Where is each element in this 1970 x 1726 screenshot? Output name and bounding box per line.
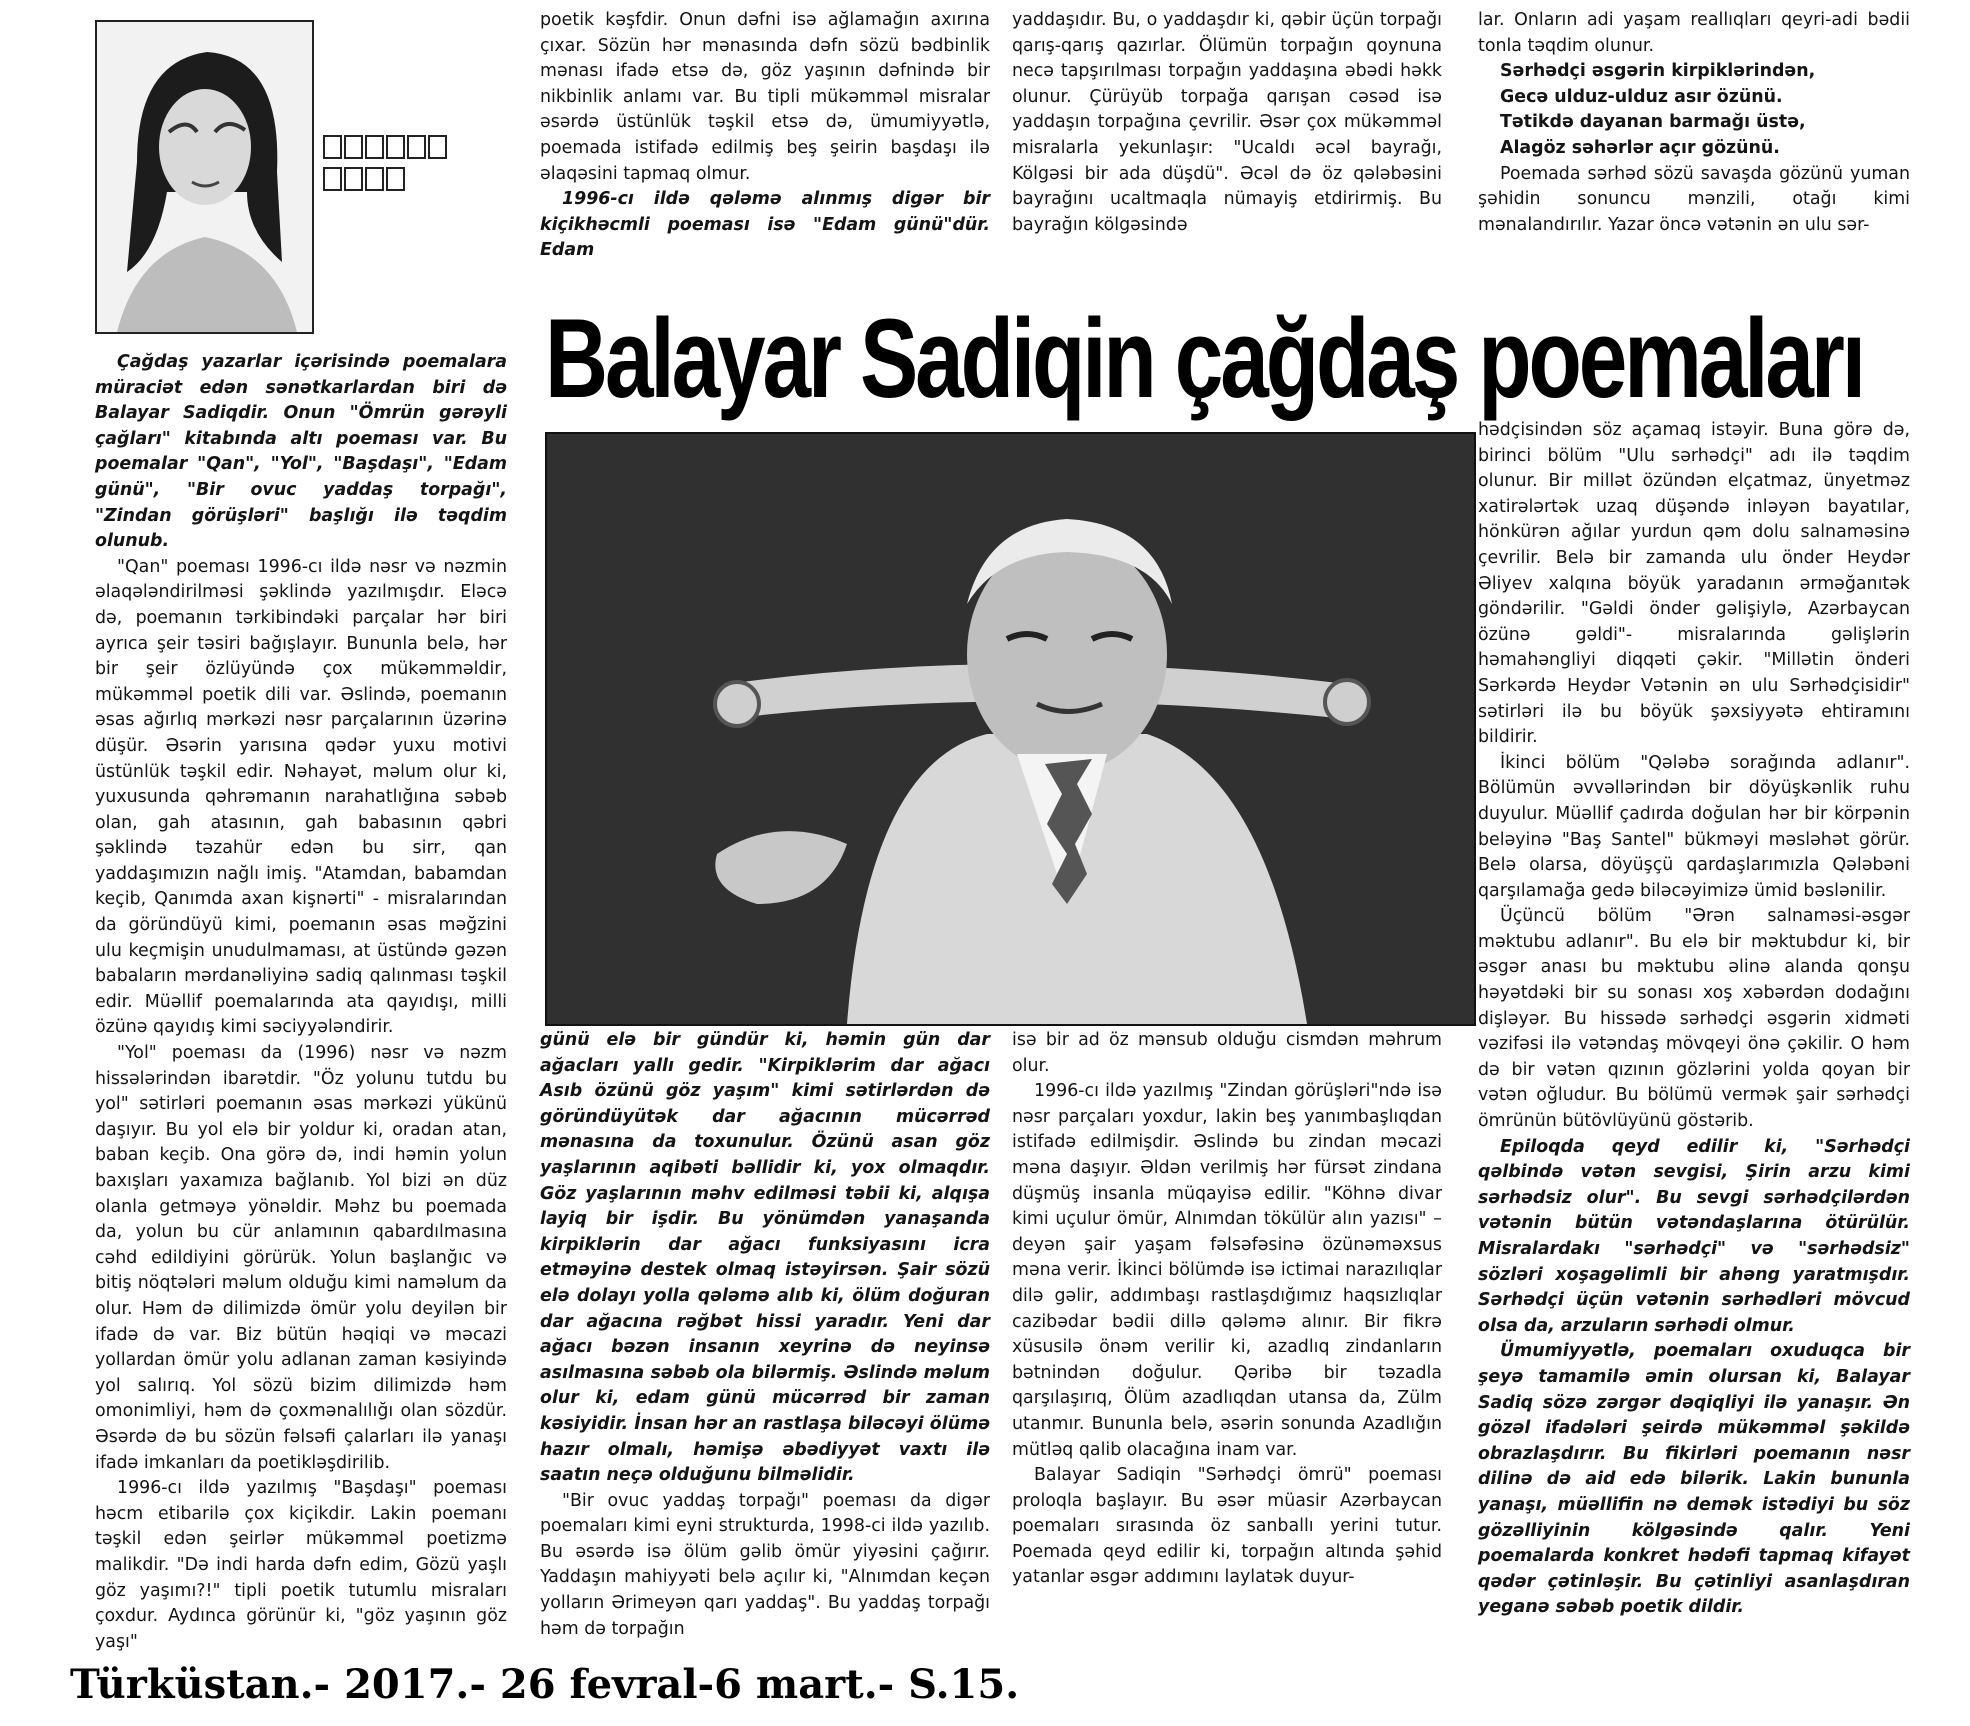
paragraph: 1996-cı ildə yazılmış "Başdaşı" poeması həcm etibarilə çox kiçikdir. Lakin poemanı təşkil edən şeirlər mükəmməl poetizmə malikdir. "Də indi harda dəfn edim, Gözü yaşlı göz yaşımı?!" tipli poetik tutumlu misraları çoxdur. Aydınca görünür ki, "göz yaşının göz yaşı" xyxy=(95,1478,507,1652)
paragraph: "Qan" poeması 1996-cı ildə nəsr və nəzmin əlaqələndirilməsi şəklində yazılmışdır. Eləcə də, poemanın tərkibindəki parçalar hər biri ayrıca şeir təsiri bağışlayır. Bununla belə, hər bir şeir özlüyündə çox mükəmməldir, mükəmməl poetik dili var. Əslində, poemanın əsas ağırlıq mərkəzi nəsr parçalarının üzərinə düşür. Əsərin yarısına qədər yuxu motivi üstünlük təşkil edir. Nəhayət, məlum olur ki, yuxusunda qəhrəmanın narahatlığına səbəb olan, gah atasının, gah babasının qəbri şəklində təzahür edən bu sirr, qan yaddaşımızın nağlı imiş. "Atamdan, babamdan keçib, Qanımda axan kişnərti" - misralarından da göründüyü kimi, poemanın əsas məğzini ulu keçmişin unudulmaması, at üstündə gəzən babaların mərdanəliyinə sadiq qalınması təşkil edir. Müəllif poemalarında ata qayıdışı, milli özünə qayıdış kimi səciyyələndirir. xyxy=(95,556,507,1038)
column-3-bottom xyxy=(1012,1028,1442,1591)
paragraph: 1996-cı ildə yazılmış "Zindan görüşləri"ndə isə nəsr parçaları yoxdur, lakin beş yanımbaşlıqdan istifadə edilmişdir. Əslində bu zindan məcazi məna daşıyır. Əldən verilmiş hər fürsət zindana düşmüş insanla müqayisə edilir. "Köhnə divar kimi uçulur ömür, Alnımdan tökülür alın yazısı" – deyən şair yaşam fəlsəfəsinə özünəməxsus məna verir. İkinci bölümdə isə ictimai narazılıqlar dilə gəlir, addımbaşı rastlaşdığımız haqsızlıqlar cazibədar bədii dillə qələmə alınır. Bir fikrə xüsusilə önəm verilir ki, azadlıq zindanların bətnindən doğulur. Qəribə bir təzadla qarşılaşırıq, Ölüm azadlıqdan utansa da, Zülm utanmır. Bununla belə, əsərin sonunda Azadlığın mütləq qalib olacağına inam var. xyxy=(1012,1081,1442,1460)
paragraph: Balayar Sadiqin "Sərhədçi ömrü" poeması proloqla başlayır. Bu əsər müasir Azərbaycan poemaları sırasında öz sanballı yerini tutur. Poemada qeyd edilir ki, torpağın altında şəhid yatanlar əsgər addımını laylatək duyur- xyxy=(1012,1465,1442,1588)
paragraph: poetik kəşfdir. Onun dəfni isə ağlamağın axırına çıxar. Sözün hər mənasında dəfn sözü bədbinlik mənası ifadə etsə də, göz yaşının dəfnində bir nikbinlik anlamı var. Bu tipli mükəmməl misralar əsərdə üstünlük təşkil etsə də, ümumiyyətlə, poemada istifadə edilmiş beş şeirin başdaşı ilə əlaqəsini tapmaq olmur. xyxy=(540,10,990,184)
paragraph: "Bir ovuc yaddaş torpağı" poeması da digər poemaları kimi eyni strukturda, 1998-ci ildə yazılıb. Bu əsərdə isə ölüm gəlib ömür yiyəsini çağırır. Yaddaşın mahiyyəti belə açılır ki, "Alnımdan keçən yolların Ərimeyən qarı yaddaş". Bu yaddaş torpağı həm də torpağın xyxy=(540,1490,990,1639)
paragraph: İkinci bölüm "Qələbə sorağında adlanır". Bölümün əvvəllərindən bir döyüşkənlik ruhu duyulur. Müəllif çadırda doğulan hər bir körpənin beləyinə "Baş Santel" bükməyi məsləhət görür. Belə olarsa, döyüşçü qardaşlarımızla Qələbəni qarşılamağa gedə biləcəyimizə ümid bəslənilir. xyxy=(1478,752,1910,901)
paragraph: lar. Onların adi yaşam reallıqları qeyri-adi bədii tonla təqdim olunur. xyxy=(1478,10,1910,56)
source-citation: Türküstan.- 2017.- 26 fevral-6 mart.- S.15. xyxy=(70,1661,1020,1708)
paragraph: Ümumiyyətlə, poemaları oxuduqca bir şeyə tamamilə əmin olursan ki, Balayar Sadiq sözə zərgər dəqiqliyi ilə yanaşır. Ən gözəl ifadələri şeirdə mükəmməl şəkildə obrazlaşdırır. Bu fikirləri poemanın nəsr dilinə də aid edə bilərik. Lakin bununla yanaşı, müəllifin nə demək istədiyi bu söz gözəlliyinin kölgəsində qalır. Yeni poemalarda konkret hədəfi tapmaq kifayət qədər çətinləşir. Bu çətinliyi asanlaşdıran yeganə səbəb poetik dildir. xyxy=(1478,1341,1910,1618)
paragraph: isə bir ad öz mənsub olduğu cismdən məhrum olur. xyxy=(1012,1030,1442,1076)
column-2-top xyxy=(540,8,990,264)
interview-photo-image xyxy=(547,434,1474,1024)
column-2-bottom xyxy=(540,1028,990,1642)
article-headline: Balayar Sadiqin çağdaş poemaları xyxy=(545,296,1863,421)
author-portrait-image xyxy=(97,22,312,332)
column-3-top xyxy=(1012,8,1442,238)
paragraph: hədçisindən söz açamaq istəyir. Buna görə də, birinci bölüm "Ulu sərhədçi" adı ilə təqdim olunur. Bir millət özündən elçatmaz, ünyetməz xatirələrtək uzaq düşəndə inləyən bayatılar, hönkürən ağılar yurdun qəm dolu salnaməsinə çevrilir. Belə bir zamanda ulu önder Heydər Əliyev xalqına böyük yaradanın ərməğanıtək göndərilir. "Gəldi önder gəlişiylə, Azərbaycan özünə gəldi"- misralarında gəlişlərin həmahəngliyi diqqəti çəkir. "Millətin önderi Sərkərdə Heydər Vətənin ən ulu Sərhədçisidir" sətirləri ilə bu böyük şəxsiyyətə ehtiramını bildirir. xyxy=(1478,420,1910,748)
paragraph: yaddaşıdır. Bu, o yaddaşdır ki, qəbir üçün torpağı qarış-qarış qazırlar. Ölümün torpağın qoynuna necə tapşırılması torpağın yaddaşına əbədi həkk olunur. Çürüyüb torpağa qarışan cəsəd isə yaddaşın torpağına çevrilir. Əsər çox mükəmməl misralarla yekunlaşır: "Ucaldı əcəl bayrağı, Kölgəsi bir ada düşdü". Əcəl də öz qələbəsini bayrağını ucaltmaqla nümayiş etdirirmiş. Bu bayrağın kölgəsində xyxy=(1012,10,1442,235)
author-photo xyxy=(95,20,314,334)
poem-line: Alagöz səhərlər açır gözünü. xyxy=(1500,137,1780,158)
paragraph: günü elə bir gündür ki, həmin gün dar ağacları yallı gedir. "Kirpiklərim dar ağacı Asıb özünü göz yaşım" kimi sətirlərdən də göründüyütək dar ağacının mücərrəd mənasına da toxunulur. Özünü asan göz yaşlarının aqibəti bəllidir ki, yox olmaqdır. Göz yaşlarının məhv edilməsi təbii ki, alqışa layiq bir işdir. Bu yönümdən yanaşanda kirpiklərin dar ağacı funksiyasını icra etməyinə destek olmaq istəyirsən. Şair sözü elə dolayı yolla qələmə alıb ki, ölüm doğuran dar ağacına rəğbət hissi yaradır. Yeni dar ağacı bəzən insanın xeyrinə də neyinsə asılmasına səbəb ola bilərmiş. Əslində məlum olur ki, edam günü mücərrəd bir zaman kəsiyidir. İnsan hər an rastlaşa biləcəyi ölümə hazır olmalı, həmişə əbədiyyət vaxtı ilə saatın neçə olduğunu bilməlidir. xyxy=(540,1030,990,1486)
main-photo xyxy=(545,432,1476,1026)
poem-excerpt xyxy=(1478,59,1910,161)
column-4-top xyxy=(1478,8,1910,238)
paragraph: Epiloqda qeyd edilir ki, "Sərhədçi qəlbində vətən sevgisi, Şirin arzu kimi sərhədsiz olur". Bu sevgi sərhədçilərdən vətənin bütün vətəndaşlarına ötürülür. Misralardakı "sərhədçi" və "sərhədsiz" sözləri xoşagəlimli bir ahəng yaratmışdır. Sərhədçi üçün vətənin sərhədləri mövcud olsa da, arzuların sərhədi olmur. xyxy=(1478,1136,1910,1336)
paragraph: "Yol" poeması da (1996) nəsr və nəzm hissələrindən ibarətdir. "Öz yolunu tutdu bu yol" sətirləri poemanın əsas mərkəzi yükünü daşıyır. Bu yol elə bir yoldur ki, oradan atan, baban keçib. Ona görə də, indi həmin yolun baxışları yaxamıza bağlanıb. Yol bizi ən düz olanla getməyə yönəldir. Məhz bu poemada da, yolun bu cür anlamının qabardılmasına cəhd edildiyini görürük. Yolun başlanğıc və bitiş nöqtələri məlum olduğu kimi naməlum da olur. Həm də dilimizdə ömür yolu deyilən bir ifadə də var. Biz bütün həqiqi və məcazi yollardan ömür yolu adlanan zaman kəsiyində yol salırıq. Yol sözü bizim dilimizdə həm omonimliyi, həm də çoxmənalılığı olan sözdür. Əsərdə də bu sözün fəlsəfi çalarları ilə yanaşı ifadə imkanları da poetikləşdirilib. xyxy=(95,1043,507,1473)
paragraph: 1996-cı ildə qələmə alınmış digər bir kiçikhəcmli poeması isə "Edam günü"dür. Edam xyxy=(540,189,990,261)
poem-line: Gecə ulduz-ulduz asır özünü. xyxy=(1500,86,1783,107)
author-name-placeholder xyxy=(322,133,452,203)
paragraph: Üçüncü bölüm "Ərən salnaməsi-əsgər məktubu adlanır". Bu elə bir məktubdur ki, bir əsgər anası bu məktubu əlinə alanda qonşu həyətdəki bir su sonası xoş xəbərdən dodağını dişləyər. Bu hissədə sərhədçi əsgərin xidməti vəzifəsi ilə vətəndaş mövqeyi önə çəkilir. O həm də bir vətən qızının gözlərini yolda qoyan bir vətən oğludur. Bu bölümü vermək şair sərhədçi ömrünün bütövlüyünü göstərib. xyxy=(1478,906,1910,1132)
column-4-bottom xyxy=(1478,418,1910,1621)
intro-paragraph: Çağdaş yazarlar içərisində poemalara müraciət edən sənətkarlardan biri də Balayar Sadiqdir. Onun "Ömrün gərəyli çağları" kitabında altı poeması var. Bu poemalar "Qan", "Yol", "Başdaşı", "Edam günü", "Bir ovuc yaddaş torpağı", "Zindan görüşləri" başlığı ilə təqdim olunub. xyxy=(95,352,507,552)
paragraph: Poemada sərhəd sözü savaşda gözünü yuman şəhidin sonuncu mənzili, otağı kimi mənalandırılır. Yazar öncə vətənin ən ulu sər- xyxy=(1478,163,1910,235)
poem-line: Tətikdə dayanan barmağı üstə, xyxy=(1500,112,1806,133)
column-1 xyxy=(95,350,507,1655)
poem-line: Sərhədçi əsgərin kirpiklərindən, xyxy=(1500,61,1816,82)
